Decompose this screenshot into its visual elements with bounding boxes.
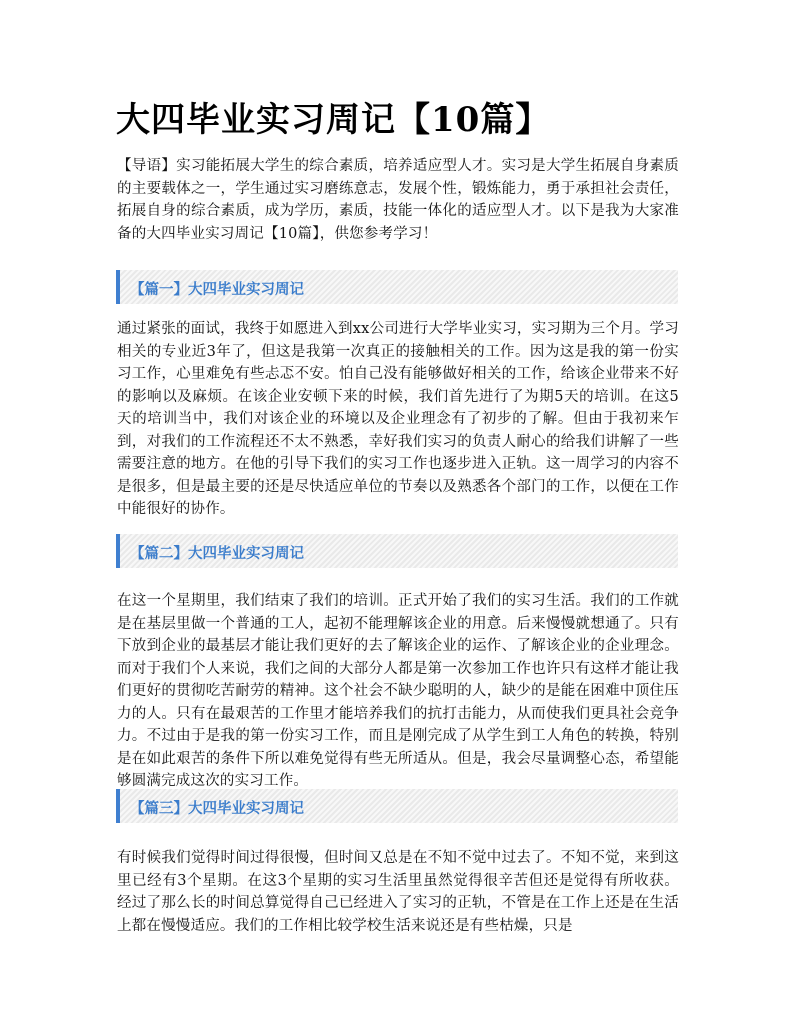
section-body-2: 在这一个星期里，我们结束了我们的培训。正式开始了我们的实习生活。我们的工作就是在基层里做一个普通的工人，起初不能理解该企业的用意。后来慢慢就想通了。只有下放到企业的最基层才能让我们更好的去了解该企业的运作、了解该企业的企业理念。而对于我们个人来说，我们之间的大部分人都是第一次参加工作也许只有这样才能让我们更好的贯彻吃苦耐劳的精神。这个社会不缺少聪明的人，缺少的是能在困难中顶住压力的人。只有在最艰苦的工作里才能培养我们的抗打击能力，从而使我们更具社会竞争力。不过由于是我的第一份实习工作，而且是刚完成了从学生到工人角色的转换，特别是在如此艰苦的条件下所以难免觉得有些无所适从。但是，我会尽量调整心态，希望能够圆满完成这次的实习工作。 (117, 593, 679, 789)
section-heading-label: 【篇三】大四毕业实习周记 (130, 801, 304, 817)
section-body-1: 通过紧张的面试，我终于如愿进入到xx公司进行大学毕业实习，实习期为三个月。学习相关的专业近3年了，但这是我第一次真正的接触相关的工作。因为这是我的第一份实习工作，心里难免有些忐忑不安。怕自己没有能够做好相关的工作，给该企业带来不好的影响以及麻烦。在该企业安顿下来的时候，我们首先进行了为期5天的培训。在这5天的培训当中，我们对该企业的环境以及企业理念有了初步的了解。但由于我初来乍到，对我们的工作流程还不太不熟悉，幸好我们实习的负责人耐心的给我们讲解了一些需要注意的地方。在他的引导下我们的实习工作也逐步进入正轨。这一周学习的内容不是很多，但是最主要的还是尽快适应单位的节奏以及熟悉各个部门的工作，以便在工作中能很好的协作。 (117, 321, 679, 517)
document-title: 大四毕业实习周记【10篇】 (116, 100, 551, 140)
heading-accent-bar (116, 270, 120, 304)
heading-accent-bar (116, 534, 120, 568)
section-body-3: 有时候我们觉得时间过得很慢，但时间又总是在不知不觉中过去了。不知不觉，来到这里已经有3个星期。在这3个星期的实习生活里虽然觉得很辛苦但还是觉得有所收获。经过了那么长的时间总算觉得自己已经进入了实习的正轨，不管是在工作上还是在生活上都在慢慢适应。我们的工作相比较学校生活来说还是有些枯燥，只是 (117, 850, 679, 934)
section-heading-label: 【篇二】大四毕业实习周记 (130, 546, 304, 562)
heading-accent-bar (116, 789, 120, 823)
intro-paragraph: 【导语】实习能拓展大学生的综合素质，培养适应型人才。实习是大学生拓展自身素质的主要载体之一，学生通过实习磨练意志，发展个性，锻炼能力，勇于承担社会责任，拓展自身的综合素质，成为学历，素质，技能一体化的适应型人才。以下是我为大家准备的大四毕业实习周记【10篇】，供您参考学习！ (117, 158, 679, 242)
section-heading-2 (116, 534, 678, 568)
section-heading-label: 【篇一】大四毕业实习周记 (130, 282, 304, 298)
section-heading-3 (116, 789, 678, 823)
section-heading-1 (116, 270, 678, 304)
